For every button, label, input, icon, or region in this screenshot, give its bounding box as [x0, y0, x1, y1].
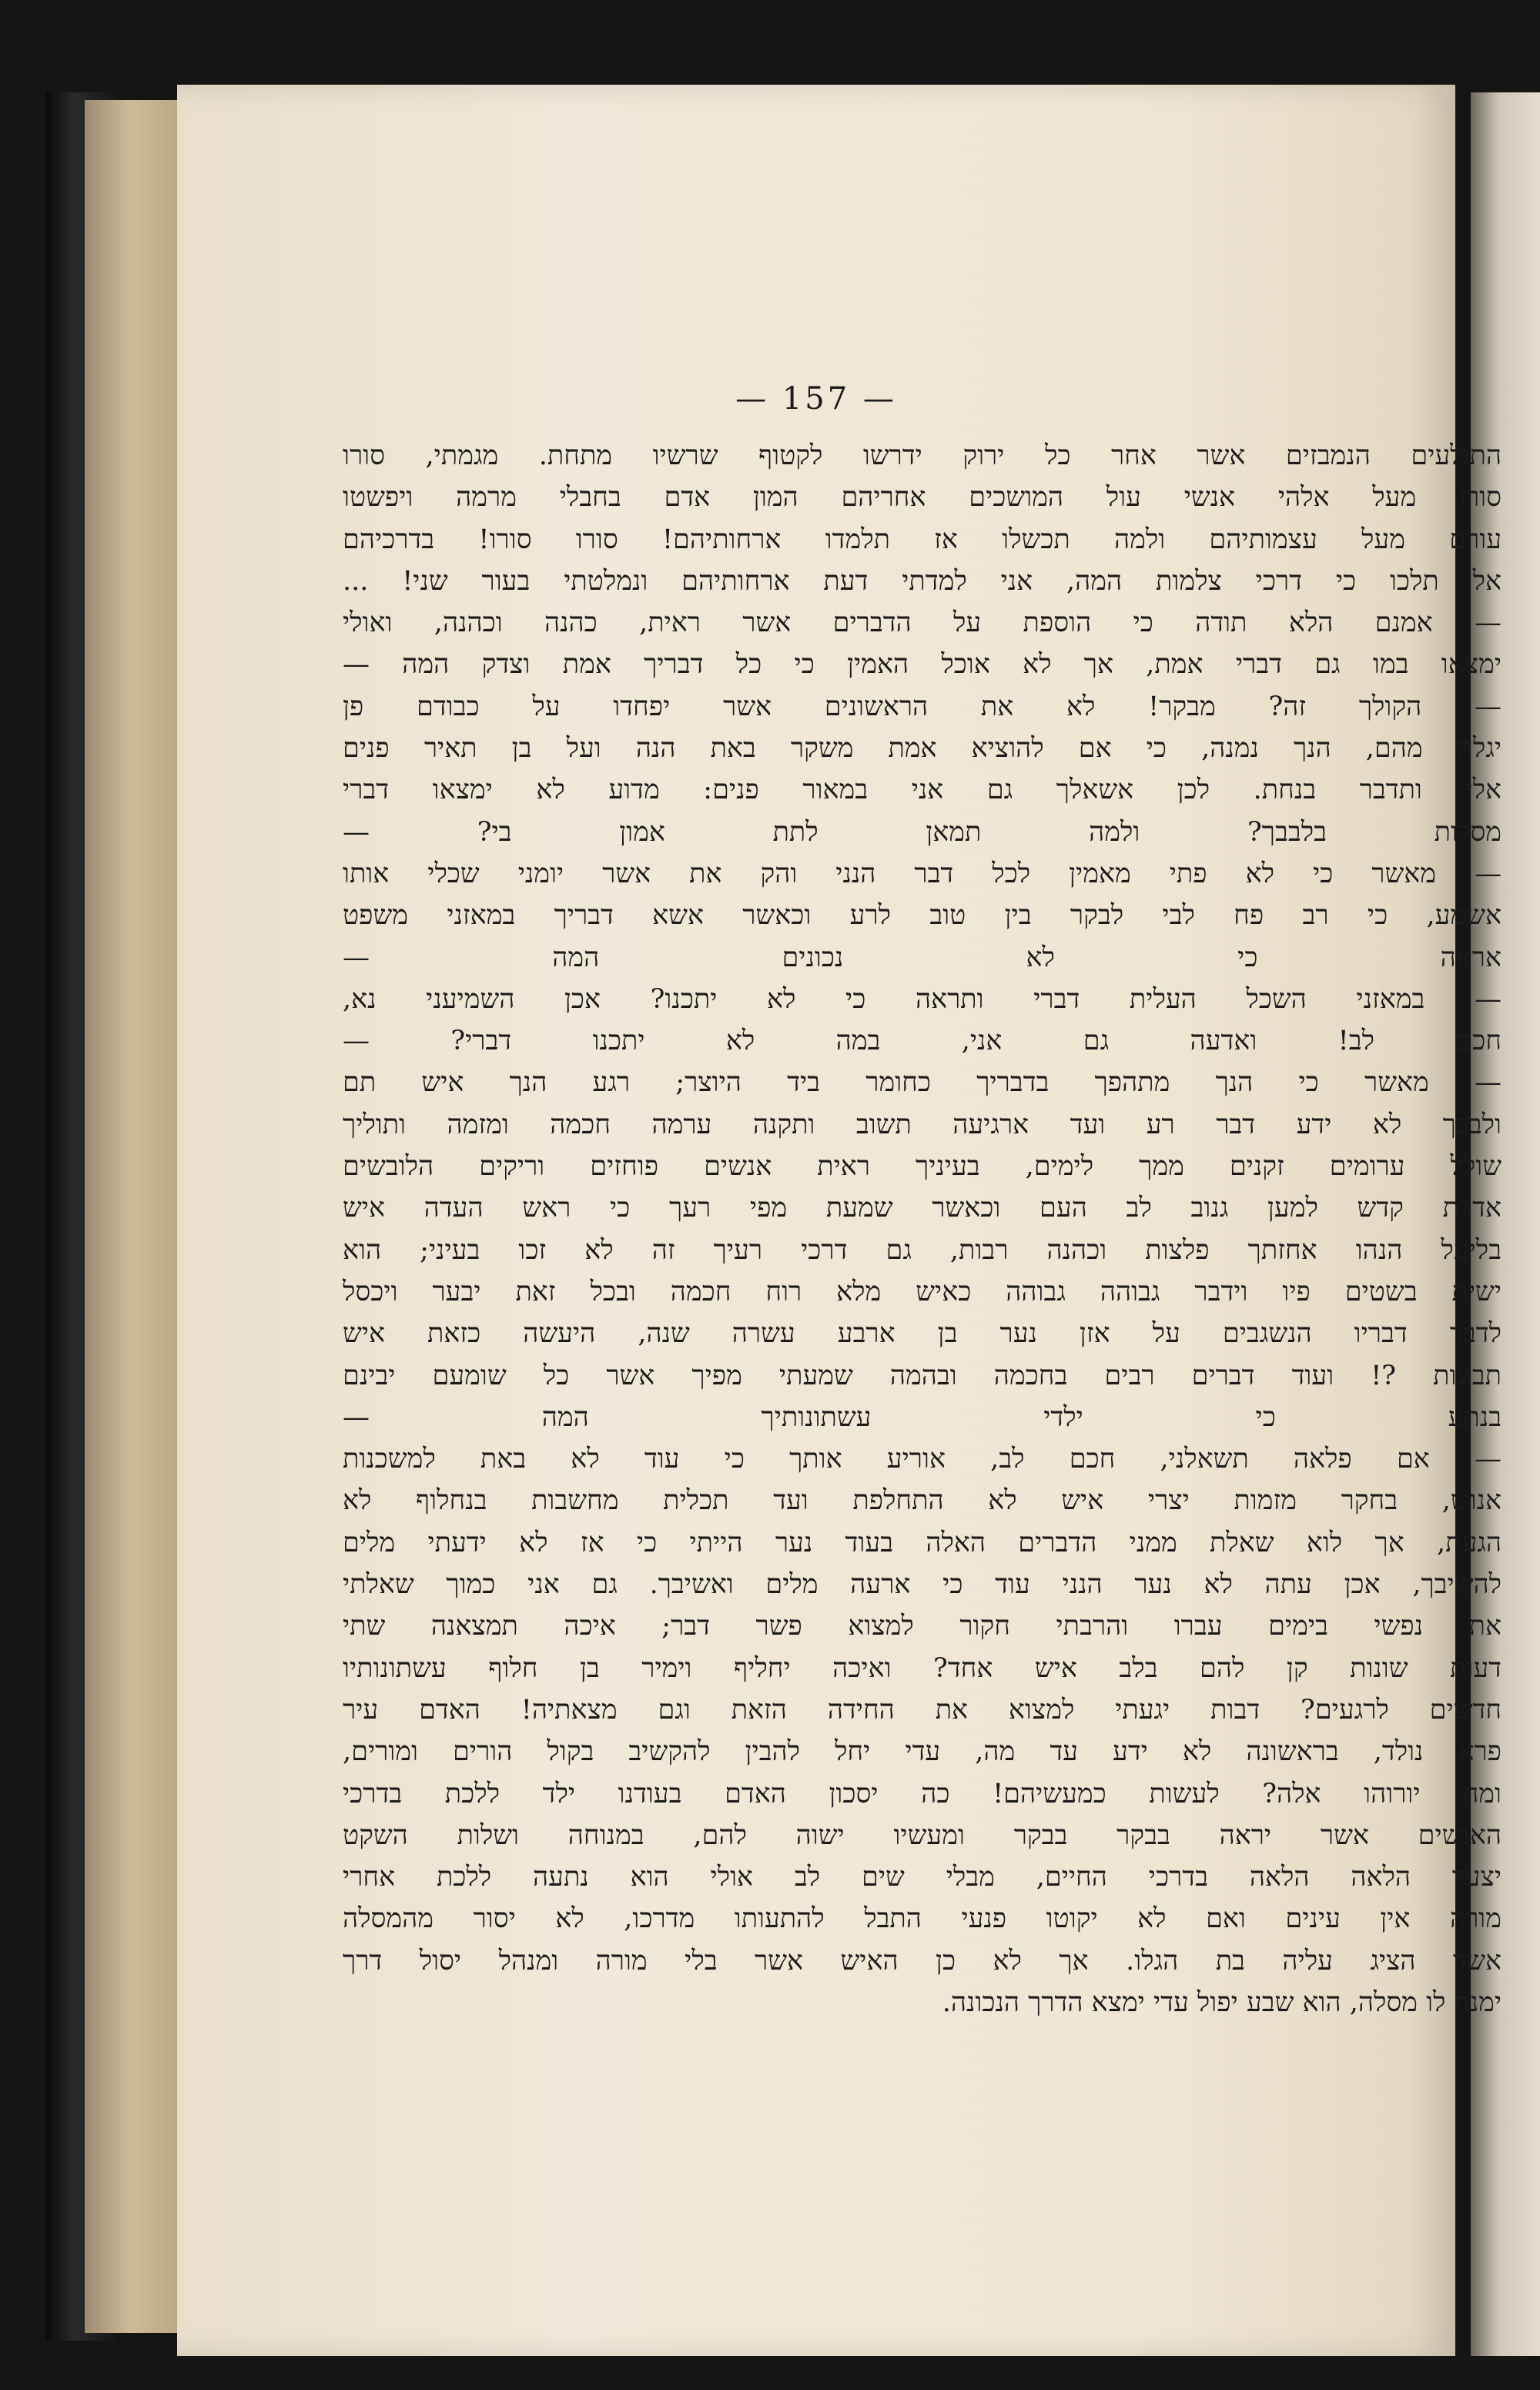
text-line: האנשים אשר יראה בבקר בבקר ומעשיו ישוה להם, במנוחה ושלות השקט — [343, 1819, 1502, 1851]
text-line: לדבר דבריו הנשגבים על אזן נער בן ארבע עשרה שנה, היעשה כזאת איש — [343, 1318, 1502, 1350]
book-page — [177, 85, 1502, 2356]
text-line: אראה כי לא נכונים המה — — [343, 942, 1502, 973]
text-line: — מאשר כי לא פתי מאמין לכל דבר הנני והק את אשר יומני שכלי אותו — [343, 858, 1502, 889]
text-line: התולעים הנמבזים אשר אחר כל ירוק ידרשו לקטוף שרשיו מתחת. מגמתי, סורו — [343, 440, 1502, 471]
page-number: — 157 — — [735, 381, 897, 417]
text-line: עורם מעל עצמותיהם ולמה תכשלו אז תלמדו ארחותיהם! סורו סורו! בדרכיהם — [343, 524, 1502, 555]
text-line: דעות שונות קן להם בלב איש אחד? ואיכה יחליף וימיר בן חלוף עשתונותיו — [343, 1652, 1502, 1684]
text-line: אל תלכו כי דרכי צלמות המה, אני למדתי דעת ארחותיהם ונמלטתי בעור שני! ... — [343, 565, 1502, 597]
text-line: אלי ותדבר בנחת. לכן אשאלך גם אני במאור פנים: מדוע לא ימצאו דברי — [343, 775, 1502, 806]
text-line: את נפשי בימים עברו והרבתי חקור למצוא פשר דבר; איכה תמצאנה שתי — [343, 1611, 1502, 1642]
text-line: — אמנם הלא תודה כי הוספת על הדברים אשר ראית, כהנה וכהנה, ואולי — [343, 608, 1502, 639]
text-line: — מאשר כי הנך מתהפך בדבריך כחומר ביד היוצר; רגע הנך איש תם — [343, 1067, 1502, 1099]
text-line: שולל ערומים זקנים ממך לימים, בעיניך ראית אנשים פוחזים וריקים הלובשים — [343, 1151, 1502, 1183]
text-line: אשמע, כי רב פח לבי לבקר בין טוב לרע וכאשר אשא דבריך במאזני משפט — [343, 900, 1502, 932]
text-line: — אם פלאה תשאלני, חכם לב, אוריע אותך כי עוד לא באת למשכנות — [343, 1444, 1502, 1475]
page-edges — [85, 100, 185, 2333]
text-line: מסלות בלבבך? ולמה תמאן לתת אמון בי? — — [343, 816, 1502, 848]
text-line: ישית בשטים פיו וידבר גבוהה גבוהה כאיש מלא רוח חכמה ובכל זאת יבער ויכסל — [343, 1276, 1502, 1307]
text-line: חדשים לרגעים? דבות יגעתי למצוא את החידה הזאת וגם מצאתיה! האדם עיר — [343, 1694, 1502, 1726]
text-line: סורו מעל אלהי אנשי עול המושכים אחריהם המון אדם בחבלי מרמה ויפשטו — [343, 482, 1502, 514]
text-line: הגעת, אך לוא שאלת ממני הדברים האלה בעוד נער הייתי כי אז לא ידעתי מלים — [343, 1527, 1502, 1558]
text-line: פרא נולד, בראשונה לא ידע עד מה, עדי יחל להבין להקשיב בקול הורים ומורים, — [343, 1736, 1502, 1768]
text-line: חכם לב! ואדעה גם אני, במה לא יתכנו דברי? — — [343, 1026, 1502, 1057]
text-line: מורה אין עינים ואם לא יקוטו פנעי התבל להתעותו מדרכו, לא יסור מהמסלה — [343, 1903, 1502, 1935]
text-line: — הקולך זה? מבקר! לא את הראשונים אשר יפחדו על כבודם פן — [343, 691, 1502, 722]
text-line: בנתע כי ילדי עשתונותיך המה — — [343, 1401, 1502, 1433]
text-line: יגלה מהם, הנך נמנה, כי אם להוציא אמת משקר באת הנה ועל בן תאיר פנים — [343, 733, 1502, 765]
text-line: אנוש, בחקר מזמות יצרי איש לא התחלפת ועד תכלית מחשבות בנחלוף לא — [343, 1485, 1502, 1517]
text-line: ימצאו במו גם דברי אמת, אך לא אוכל האמין כי כל דבריך אמת וצדק המה — — [343, 649, 1502, 681]
text-line: אשר הציג עליה בת הגלו. אך לא כן האיש אשר בלי מורה ומנהל יסול דרך — [343, 1945, 1502, 1977]
text-line: אדרת קדש למען גנוב לב העם וכאשר שמעת מפי רעך כי ראש העדה איש — [343, 1193, 1502, 1224]
text-line: ולבבך לא ידע דבר רע ועד ארגיעה תשוב ותקנה ערמה חכמה ומזמה ותוליך — [343, 1109, 1502, 1140]
text-line: להשיבך, אכן עתה לא נער הנני עוד כי ארעה מלים ואשיבך. גם אני כמוך שאלתי — [343, 1569, 1502, 1601]
text-line: ימנה לו מסלה, הוא שבע יפול עדי ימצא הדרך הנכונה. — [942, 1987, 1502, 2018]
text-line: יצעד הלאה הלאה בדרכי החיים, מבלי שים לב אולי הוא נתעה ללכת אחרי — [343, 1862, 1502, 1893]
page-text — [343, 435, 1502, 2023]
text-line: — במאזני השכל העלית דברי ותראה כי לא יתכנו? אכן השמיעני נא, — [343, 983, 1502, 1015]
text-line: בליעל הנהו אחזתך פלצות וכהנה רבות, גם דרכי רעיך זה לא זכו בעיני; הוא — [343, 1234, 1502, 1266]
text-line: תבונות ?! ועוד דברים רבים בחכמה ובהמה שמעתי מפיך אשר כל שומעם יבינם — [343, 1360, 1502, 1391]
text-line: ומה יורוהו אלה? לעשות כמעשיהם! כה יסכון האדם בעודנו ילד ללכת בדרכי — [343, 1778, 1502, 1809]
